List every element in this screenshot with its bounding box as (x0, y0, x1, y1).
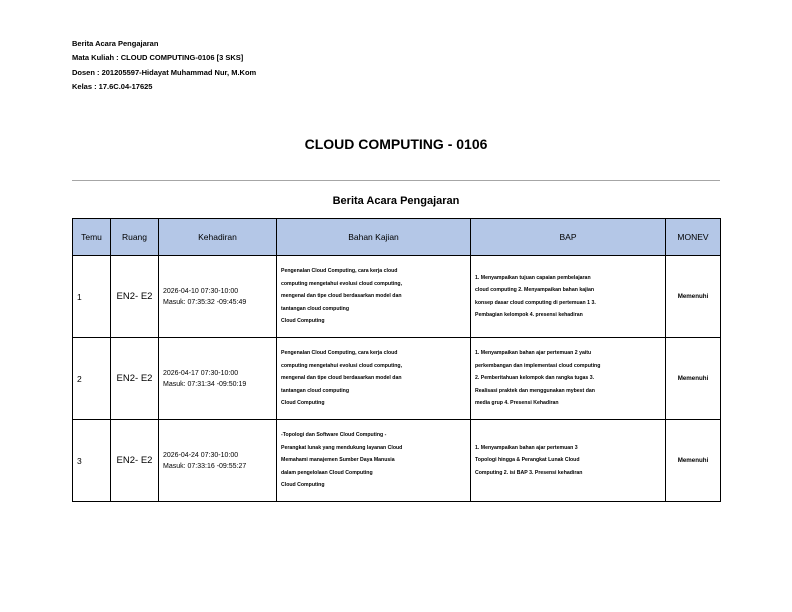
bahan-line: tantangan cloud computing (281, 387, 350, 394)
schedule-time: 2026-04-24 07:30-10:00 (163, 451, 239, 459)
bahan-line: -Topologi dan Software Cloud Computing - (281, 432, 387, 439)
doc-type-line: Berita Acara Pengajaran (72, 39, 159, 48)
bahan-line: tantangan cloud computing (281, 305, 350, 312)
bahan-line: computing mengetahui evolusi cloud computing, (281, 362, 403, 369)
col-header-temu: Temu (73, 219, 111, 256)
bap-line: Computing 2. isi BAP 3. Presensi kehadiran (475, 469, 583, 476)
kehadiran-cell (159, 420, 277, 502)
bap-line: 1. Menyampaikan bahan ajar pertemuan 2 yaitu (475, 350, 592, 357)
bahan-line: computing mengetahui evolusi cloud computing, (281, 280, 403, 287)
col-header-bahan-kajian: Bahan Kajian (277, 219, 471, 256)
bap-line: konsep dasar cloud computing di pertemuan 1 3. (475, 299, 596, 306)
table-header-row (73, 219, 721, 256)
ruang-cell: EN2- E2 (111, 256, 159, 338)
lecturer-line: Dosen : 201205597-Hidayat Muhammad Nur, M.Kom (72, 67, 257, 77)
temu-cell: 1 (73, 256, 111, 338)
bahan-line: Cloud Computing (281, 400, 325, 407)
kehadiran-cell (159, 256, 277, 338)
bahan-line: Memahami manajemen Sumber Daya Manusia (281, 457, 395, 464)
temu-cell: 3 (73, 420, 111, 502)
bap-line: 1. Menyampaikan bahan ajar pertemuan 3 (475, 444, 578, 451)
page-title: CLOUD COMPUTING - 0106 (304, 136, 488, 152)
bap-line: cloud computing 2. Menyampaikan bahan kajian (475, 287, 595, 294)
table-row (73, 256, 721, 338)
col-header-monev: MONEV (666, 219, 721, 256)
bap-line: Pembagian kelompok 4. presensi kehadiran (475, 311, 583, 318)
attendance-time: Masuk: 07:31:34 -09:50:19 (163, 380, 247, 388)
bap-cell (471, 338, 666, 420)
ruang-cell: EN2- E2 (111, 338, 159, 420)
class-line: Kelas : 17.6C.04-17625 (72, 81, 153, 91)
divider (72, 180, 720, 181)
document-meta (72, 37, 256, 94)
bahan-line: dalam pengelolaan Cloud Computing (281, 469, 373, 476)
monev-cell: Memenuhi (666, 420, 721, 502)
ruang-cell: EN2- E2 (111, 420, 159, 502)
bahan-line: mengenal dan tipe cloud berdasarkan model dan (281, 293, 402, 300)
col-header-ruang: Ruang (111, 219, 159, 256)
bahan-line: Cloud Computing (281, 482, 325, 489)
bap-line: Realisasi praktek dan menggunakan mybest dan (475, 387, 595, 394)
bap-cell (471, 420, 666, 502)
bap-line: Topologi hingga & Perangkat Lunak Cloud (475, 457, 580, 464)
bahan-line: mengenal dan tipe cloud berdasarkan model dan (281, 375, 402, 382)
table-title: Berita Acara Pengajaran (332, 195, 460, 207)
bahan-line: Pengenalan Cloud Computing, cara kerja cloud (281, 268, 398, 275)
temu-cell: 2 (73, 338, 111, 420)
bahan-kajian-cell (277, 338, 471, 420)
bap-cell (471, 256, 666, 338)
bap-line: 2. Pemberitahuan kelompok dan rangka tugas 3. (475, 375, 595, 382)
col-header-kehadiran: Kehadiran (159, 219, 277, 256)
kehadiran-cell (159, 338, 277, 420)
monev-cell: Memenuhi (666, 256, 721, 338)
bahan-kajian-cell (277, 420, 471, 502)
table-row (73, 420, 721, 502)
attendance-time: Masuk: 07:33:16 -09:55:27 (163, 462, 247, 470)
schedule-time: 2026-04-17 07:30-10:00 (163, 369, 239, 377)
attendance-time: Masuk: 07:35:32 -09:45:49 (163, 298, 247, 306)
bahan-kajian-cell (277, 256, 471, 338)
course-line: Mata Kuliah : CLOUD COMPUTING-0106 [3 SKS] (72, 53, 244, 63)
schedule-time: 2026-04-10 07:30-10:00 (163, 287, 239, 295)
bap-line: media grup 4. Presensi Kehadiran (475, 400, 559, 407)
bap-table (72, 218, 721, 502)
bap-line: perkembangan dan implementasi cloud computing (475, 362, 601, 369)
col-header-bap: BAP (471, 219, 666, 256)
bahan-line: Perangkat lunak yang mendukung layanan Cloud (281, 444, 403, 451)
monev-cell: Memenuhi (666, 338, 721, 420)
bap-line: 1. Menyampaikan tujuan capaian pembelajaran (475, 274, 591, 281)
table-row (73, 338, 721, 420)
bahan-line: Pengenalan Cloud Computing, cara kerja cloud (281, 350, 398, 357)
bahan-line: Cloud Computing (281, 318, 325, 325)
